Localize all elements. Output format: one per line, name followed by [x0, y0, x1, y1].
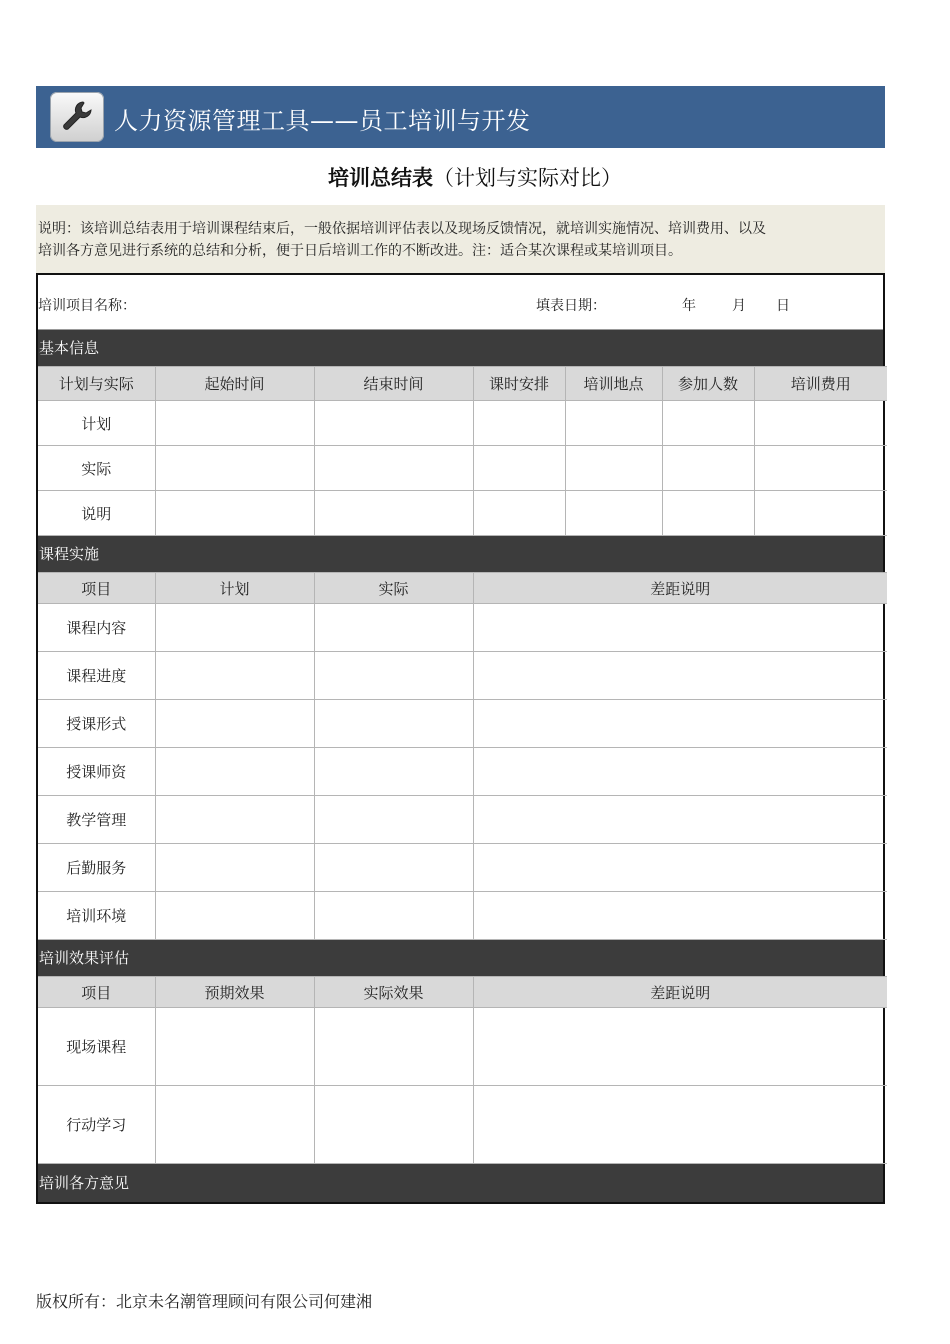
table-cell[interactable] [662, 401, 754, 446]
table-row [38, 700, 887, 748]
column-header: 实际 [314, 573, 473, 604]
table-row [38, 446, 887, 491]
table-row [38, 1086, 887, 1164]
row-label: 后勤服务 [38, 844, 155, 892]
table-cell[interactable] [473, 1086, 887, 1164]
project-name-label: 培训项目名称： [38, 298, 136, 314]
row-label: 教学管理 [38, 796, 155, 844]
column-header: 预期效果 [155, 977, 314, 1008]
table-cell[interactable] [473, 892, 887, 940]
row-label: 现场课程 [38, 1008, 155, 1086]
table-cell[interactable] [565, 401, 662, 446]
table-cell[interactable] [314, 1008, 473, 1086]
note-line-1: 说明：该培训总结表用于培训课程结束后，一般依据培训评估表以及现场反馈情况，就培训实施情况、培训费用、以及 [38, 221, 766, 237]
column-header: 课时安排 [473, 367, 565, 401]
column-header: 结束时间 [314, 367, 473, 401]
section-course-implementation: 课程实施 [38, 536, 883, 572]
row-label: 实际 [38, 446, 155, 491]
table-cell[interactable] [314, 401, 473, 446]
table-cell[interactable] [662, 446, 754, 491]
course-table [38, 572, 887, 940]
table-row [38, 844, 887, 892]
table-cell[interactable] [314, 700, 473, 748]
fill-date-label: 填表日期： [536, 298, 606, 314]
banner-title: 人力资源管理工具——员工培训与开发 [114, 107, 531, 135]
row-label: 授课形式 [38, 700, 155, 748]
table-cell[interactable] [314, 604, 473, 652]
column-header: 差距说明 [473, 977, 887, 1008]
table-cell[interactable] [473, 796, 887, 844]
table-cell[interactable] [314, 892, 473, 940]
table-cell[interactable] [662, 491, 754, 536]
row-label: 培训环境 [38, 892, 155, 940]
table-cell[interactable] [754, 401, 887, 446]
row-label: 课程进度 [38, 652, 155, 700]
column-header: 差距说明 [473, 573, 887, 604]
table-cell[interactable] [314, 491, 473, 536]
table-cell[interactable] [314, 1086, 473, 1164]
table-header-row [38, 977, 887, 1008]
row-label: 课程内容 [38, 604, 155, 652]
table-cell[interactable] [473, 748, 887, 796]
table-cell[interactable] [314, 844, 473, 892]
instruction-note [36, 205, 885, 273]
table-cell[interactable] [155, 700, 314, 748]
column-header: 培训地点 [565, 367, 662, 401]
table-cell[interactable] [473, 401, 565, 446]
table-cell[interactable] [473, 1008, 887, 1086]
table-row [38, 604, 887, 652]
table-cell[interactable] [155, 604, 314, 652]
row-label: 计划 [38, 401, 155, 446]
table-cell[interactable] [155, 1008, 314, 1086]
section-effect-evaluation: 培训效果评估 [38, 940, 883, 976]
page-title-sub: （计划与实际对比） [433, 166, 622, 190]
header-banner [36, 86, 885, 148]
basic-info-table [38, 366, 887, 536]
page-title [0, 162, 950, 192]
column-header: 培训费用 [754, 367, 887, 401]
table-cell[interactable] [155, 652, 314, 700]
table-cell[interactable] [155, 491, 314, 536]
column-header: 计划与实际 [38, 367, 155, 401]
effect-table [38, 976, 887, 1164]
year-label: 年 [682, 298, 696, 314]
row-label: 行动学习 [38, 1086, 155, 1164]
table-row [38, 796, 887, 844]
table-cell[interactable] [314, 796, 473, 844]
table-row [38, 748, 887, 796]
section-basic-info: 基本信息 [38, 330, 883, 366]
table-cell[interactable] [155, 844, 314, 892]
table-cell[interactable] [155, 401, 314, 446]
column-header: 参加人数 [662, 367, 754, 401]
table-cell[interactable] [473, 700, 887, 748]
section-opinions: 培训各方意见 [38, 1164, 883, 1204]
meta-row [38, 275, 883, 330]
table-cell[interactable] [314, 748, 473, 796]
table-cell[interactable] [314, 652, 473, 700]
day-label: 日 [776, 298, 790, 314]
table-row [38, 1008, 887, 1086]
table-cell[interactable] [155, 446, 314, 491]
table-row [38, 401, 887, 446]
row-label: 授课师资 [38, 748, 155, 796]
column-header: 实际效果 [314, 977, 473, 1008]
column-header: 起始时间 [155, 367, 314, 401]
table-cell[interactable] [473, 652, 887, 700]
column-header: 项目 [38, 573, 155, 604]
table-cell[interactable] [565, 446, 662, 491]
table-cell[interactable] [473, 844, 887, 892]
table-cell[interactable] [314, 446, 473, 491]
column-header: 计划 [155, 573, 314, 604]
table-cell[interactable] [473, 491, 565, 536]
table-cell[interactable] [473, 604, 887, 652]
table-cell[interactable] [155, 748, 314, 796]
wrench-icon [50, 92, 104, 142]
row-label: 说明 [38, 491, 155, 536]
column-header: 项目 [38, 977, 155, 1008]
table-cell[interactable] [565, 491, 662, 536]
table-cell[interactable] [155, 796, 314, 844]
note-line-2: 培训各方意见进行系统的总结和分析，便于日后培训工作的不断改进。注：适合某次课程或某培训项目。 [38, 243, 682, 259]
summary-form [36, 273, 885, 1204]
table-header-row [38, 573, 887, 604]
copyright-footer: 版权所有：北京未名潮管理顾问有限公司何建湘 [36, 1292, 373, 1311]
table-header-row [38, 367, 887, 401]
page-title-main: 培训总结表 [328, 166, 433, 190]
table-cell[interactable] [155, 892, 314, 940]
table-cell[interactable] [473, 446, 565, 491]
table-cell[interactable] [155, 1086, 314, 1164]
month-label: 月 [732, 298, 746, 314]
table-cell[interactable] [754, 446, 887, 491]
table-row [38, 652, 887, 700]
table-row [38, 892, 887, 940]
table-row [38, 491, 887, 536]
table-cell[interactable] [754, 491, 887, 536]
